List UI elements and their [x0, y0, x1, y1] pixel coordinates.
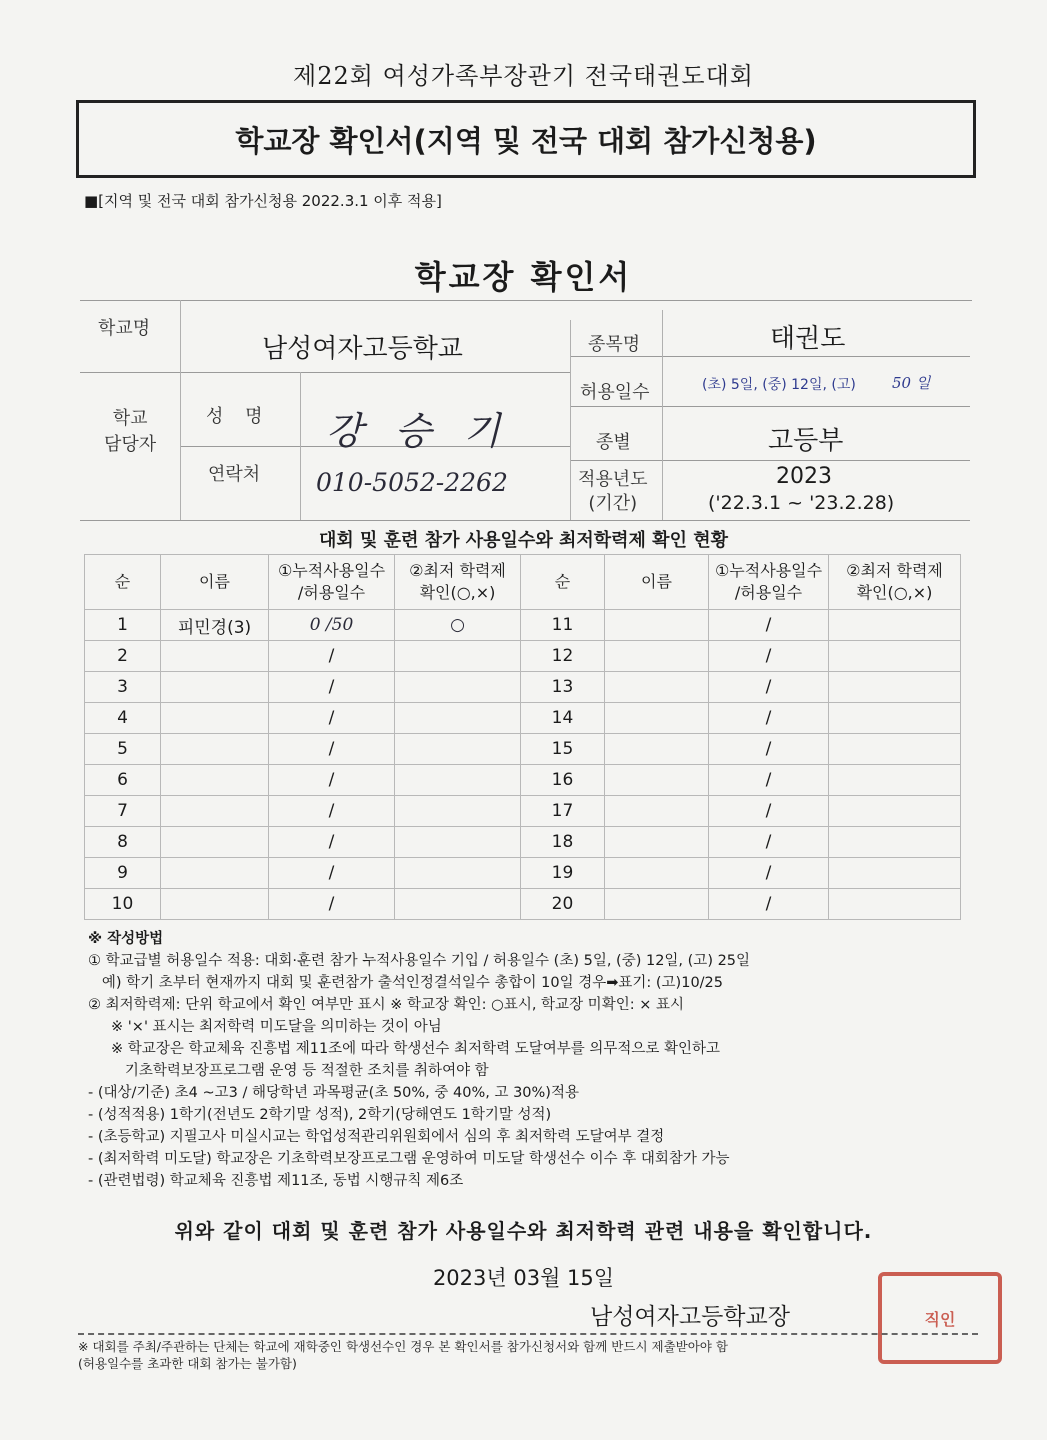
- grid-line: [662, 310, 663, 520]
- student-name: [605, 703, 709, 734]
- row-number: 5: [85, 734, 161, 765]
- student-name: [605, 858, 709, 889]
- row-number: 11: [521, 610, 605, 641]
- student-name: [161, 641, 269, 672]
- event-value: 태권도: [770, 324, 846, 354]
- document-title-box: 학교장 확인서(지역 및 전국 대회 참가신청용): [76, 100, 976, 178]
- staff-label: 학교 담당자: [104, 408, 157, 455]
- student-name: [161, 765, 269, 796]
- method-line: ① 학교급별 허용일수 적용: 대회·훈련 참가 누적사용일수 기입 / 허용일수 (초) 5일, (중) 12일, (고) 25일: [88, 953, 751, 969]
- method-line: - (대상/기준) 초4 ~고3 / 해당학년 과목평균(초 50%, 중 40%, 고 30%)적용: [88, 1085, 579, 1101]
- division-value: 고등부: [768, 426, 844, 456]
- writing-method: [88, 928, 968, 1192]
- academic-cell: [829, 610, 961, 641]
- row-number: 2: [85, 641, 161, 672]
- row-number: 18: [521, 827, 605, 858]
- grid-line: [570, 320, 571, 520]
- days-cell: /: [269, 827, 395, 858]
- row-number: 8: [85, 827, 161, 858]
- student-name: [605, 827, 709, 858]
- row-number: 15: [521, 734, 605, 765]
- grid-line: [80, 372, 570, 373]
- header-name: 이름: [605, 555, 709, 610]
- days-cell: /: [269, 734, 395, 765]
- academic-cell: [395, 889, 521, 920]
- contact-label: 연락처: [208, 464, 261, 485]
- table-row: [85, 796, 521, 827]
- academic-cell: [829, 672, 961, 703]
- row-number: 10: [85, 889, 161, 920]
- academic-cell: ○: [395, 610, 521, 641]
- allowed-days-handwritten: 50 일: [892, 374, 931, 392]
- student-name: [605, 734, 709, 765]
- header-days: ①누적사용일수 /허용일수: [709, 555, 829, 610]
- days-cell: /: [269, 765, 395, 796]
- student-name: [605, 765, 709, 796]
- grid-line: [300, 372, 301, 520]
- days-cell: /: [269, 672, 395, 703]
- application-note: ■[지역 및 전국 대회 참가신청용 2022.3.1 이후 적용]: [84, 192, 442, 210]
- student-name: [605, 796, 709, 827]
- header-no: 순: [85, 555, 161, 610]
- grid-line: [180, 300, 181, 520]
- days-cell: /: [709, 827, 829, 858]
- academic-cell: [395, 858, 521, 889]
- method-line: ※ 학교장은 학교체육 진흥법 제11조에 따라 학생선수 최저학력 도달여부를 의무적으로 확인하고: [88, 1041, 720, 1057]
- student-name: [161, 796, 269, 827]
- student-name: [161, 827, 269, 858]
- method-line: - (관련법령) 학교체육 진흥법 제11조, 동법 시행규칙 제6조: [88, 1173, 464, 1189]
- year-value: 2023: [776, 464, 832, 489]
- days-cell: /: [269, 796, 395, 827]
- school-name-value: 남성여자고등학교: [262, 334, 463, 364]
- row-number: 17: [521, 796, 605, 827]
- days-cell: /: [709, 765, 829, 796]
- header-academic: ②최저 학력제 확인(○,×): [829, 555, 961, 610]
- academic-cell: [395, 796, 521, 827]
- student-name: [161, 734, 269, 765]
- table-row: [521, 796, 961, 827]
- row-number: 16: [521, 765, 605, 796]
- ledger-table-right: [520, 554, 961, 920]
- event-label: 종목명: [588, 334, 641, 355]
- divider: [78, 1333, 978, 1335]
- method-line: 예) 학기 초부터 현재까지 대회 및 훈련참가 출석인정결석일수 총합이 10일 경우➡표기: (고)10/25: [88, 975, 724, 991]
- academic-cell: [829, 796, 961, 827]
- header-name: 이름: [161, 555, 269, 610]
- academic-cell: [395, 827, 521, 858]
- method-line: ※ 작성방법: [88, 931, 164, 947]
- student-name: [605, 672, 709, 703]
- days-cell: /: [709, 641, 829, 672]
- division-label: 종별: [596, 432, 631, 453]
- academic-cell: [829, 858, 961, 889]
- allowed-days-label: 허용일수: [580, 382, 650, 403]
- table-row: [85, 641, 521, 672]
- academic-cell: [829, 889, 961, 920]
- days-cell: /: [709, 796, 829, 827]
- table-row: [85, 703, 521, 734]
- academic-cell: [395, 765, 521, 796]
- row-number: 13: [521, 672, 605, 703]
- method-line: - (성적적용) 1학기(전년도 2학기말 성적), 2학기(당해연도 1학기말 성적): [88, 1107, 552, 1123]
- footer-note: [78, 1338, 978, 1372]
- ledger-table-left: [84, 554, 521, 920]
- row-number: 14: [521, 703, 605, 734]
- table-row: [85, 765, 521, 796]
- table-row: [521, 734, 961, 765]
- days-cell: /: [709, 734, 829, 765]
- table-row: [85, 858, 521, 889]
- grid-line: [570, 460, 970, 461]
- academic-cell: [829, 827, 961, 858]
- academic-cell: [395, 672, 521, 703]
- table-row: [521, 827, 961, 858]
- days-cell: 0 /50: [269, 610, 395, 641]
- staff-name-label: 성 명: [206, 406, 271, 427]
- academic-cell: [395, 734, 521, 765]
- school-name-label: 학교명: [98, 318, 151, 339]
- year-label: 적용년도 (기간): [578, 469, 648, 514]
- table-row: [85, 889, 521, 920]
- table-row: [521, 703, 961, 734]
- table-row: [85, 672, 521, 703]
- table-row: [521, 610, 961, 641]
- method-line: - (초등학교) 지필고사 미실시교는 학업성적관리위원회에서 심의 후 최저학력 도달여부 결정: [88, 1129, 665, 1145]
- academic-cell: [829, 641, 961, 672]
- student-name: [161, 889, 269, 920]
- method-line: ※ '×' 표시는 최저학력 미도달을 의미하는 것이 아님: [88, 1019, 442, 1035]
- form-title: 학교장 확인서: [414, 258, 633, 296]
- table-row: [521, 765, 961, 796]
- row-number: 6: [85, 765, 161, 796]
- table-row: [85, 734, 521, 765]
- method-line: - (최저학력 미도달) 학교장은 기초학력보장프로그램 운영하여 미도달 학생선수 이수 후 대회참가 가능: [88, 1151, 730, 1167]
- student-name: [605, 889, 709, 920]
- academic-cell: [395, 641, 521, 672]
- days-cell: /: [709, 672, 829, 703]
- academic-cell: [829, 703, 961, 734]
- method-line: 기초학력보장프로그램 운영 등 적절한 조치를 취하여야 함: [88, 1063, 489, 1079]
- row-number: 19: [521, 858, 605, 889]
- staff-name-handwritten: 강 승 기: [326, 409, 511, 453]
- table-row: [521, 858, 961, 889]
- footer-line: ※ 대회를 주최/주관하는 단체는 학교에 재학중인 학생선수인 경우 본 확인서를 참가신청서와 함께 반드시 제출받아야 함: [78, 1339, 728, 1354]
- method-line: ② 최저학력제: 단위 학교에서 확인 여부만 표시 ※ 학교장 확인: ○표시, 학교장 미확인: × 표시: [88, 997, 684, 1013]
- header-academic: ②최저 학력제 확인(○,×): [395, 555, 521, 610]
- contact-handwritten: 010-5052-2262: [316, 468, 508, 497]
- event-title: 제22회 여성가족부장관기 전국태권도대회: [293, 62, 754, 90]
- table-row: [521, 672, 961, 703]
- student-name: [605, 610, 709, 641]
- seal-text: 직인: [924, 1309, 956, 1329]
- table-row: [521, 641, 961, 672]
- footer-line: (허용일수를 초과한 대회 참가는 불가함): [78, 1356, 297, 1371]
- days-cell: /: [709, 610, 829, 641]
- row-number: 4: [85, 703, 161, 734]
- row-number: 1: [85, 610, 161, 641]
- student-name: 피민경(3): [161, 610, 269, 641]
- academic-cell: [395, 703, 521, 734]
- header-days: ①누적사용일수 /허용일수: [269, 555, 395, 610]
- academic-cell: [829, 765, 961, 796]
- days-cell: /: [269, 858, 395, 889]
- row-number: 7: [85, 796, 161, 827]
- header-no: 순: [521, 555, 605, 610]
- days-cell: /: [269, 641, 395, 672]
- principal-signature: 남성여자고등학교장: [590, 1304, 790, 1330]
- row-number: 3: [85, 672, 161, 703]
- period-value: ('22.3.1 ~ '23.2.28): [708, 492, 895, 514]
- days-cell: /: [709, 703, 829, 734]
- grid-line: [80, 520, 970, 521]
- table-row: [85, 827, 521, 858]
- academic-cell: [829, 734, 961, 765]
- days-cell: /: [709, 858, 829, 889]
- days-cell: /: [709, 889, 829, 920]
- student-name: [161, 703, 269, 734]
- issue-date: 2023년 03월 15일: [432, 1266, 615, 1290]
- grid-line: [570, 406, 970, 407]
- row-number: 9: [85, 858, 161, 889]
- days-cell: /: [269, 703, 395, 734]
- grid-line: [570, 356, 970, 357]
- grid-line: [80, 300, 972, 301]
- allowed-days-value: (초) 5일, (중) 12일, (고): [702, 377, 856, 393]
- student-name: [605, 641, 709, 672]
- row-number: 12: [521, 641, 605, 672]
- student-name: [161, 858, 269, 889]
- table-row: [521, 889, 961, 920]
- days-cell: /: [269, 889, 395, 920]
- table-row: [85, 610, 521, 641]
- row-number: 20: [521, 889, 605, 920]
- confirmation-statement: 위와 같이 대회 및 훈련 참가 사용일수와 최저학력 관련 내용을 확인합니다.: [174, 1219, 873, 1243]
- student-name: [161, 672, 269, 703]
- ledger-title: 대회 및 훈련 참가 사용일수와 최저학력제 확인 현황: [318, 530, 728, 551]
